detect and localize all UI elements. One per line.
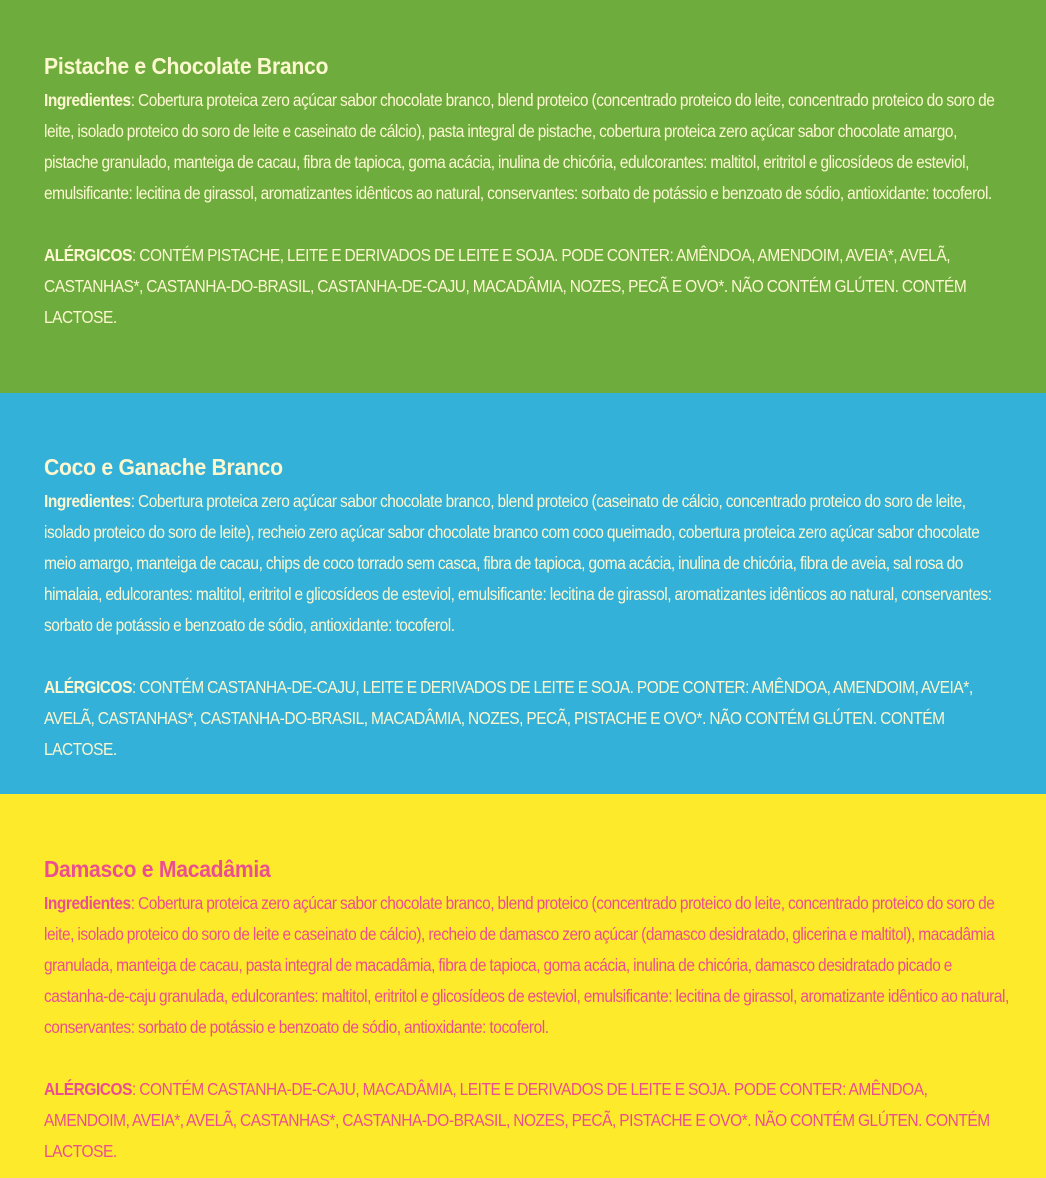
- allergens-label: ALÉRGICOS: [44, 1079, 133, 1099]
- allergens-text: : CONTÉM PISTACHE, LEITE E DERIVADOS DE LEITE E SOJA. PODE CONTER: AMÊNDOA, AMENDOIM, AVEIA*, AVELÃ, CASTANHAS*, CASTANHA-DO-BRASIL, CASTANHA-DE-CAJU, MACADÂMIA, NOZES, PECÃ E OVO*. NÃO CONTÉM GLÚTEN. CONTÉM LACTOSE.: [44, 245, 967, 327]
- allergens-paragraph: [44, 240, 1014, 333]
- ingredients-paragraph: [44, 486, 1014, 641]
- ingredients-paragraph: [44, 888, 1014, 1043]
- allergens-paragraph: [44, 1074, 1014, 1167]
- ingredients-paragraph: [44, 85, 1014, 209]
- product-title: Coco e Ganache Branco: [44, 454, 283, 480]
- ingredients-text: : Cobertura proteica zero açúcar sabor chocolate branco, blend proteico (concentrado proteico do leite, concentrado proteico do soro de leite, isolado proteico do soro de leite e caseinato de cálcio), pasta integral de pistache, cobertura proteica zero açúcar sabor chocolate amargo, pistache granulado, manteiga de cacau, fibra de tapioca, goma acácia, inulina de chicória, edulcorantes: maltitol, eritritol e glicosídeos de esteviol, emulsificante: lecitina de girassol, aromatizantes idênticos ao natural, conservantes: sorbato de potássio e benzoato de sódio, antioxidante: tocoferol.: [44, 90, 995, 203]
- ingredients-label: Ingredientes: [44, 90, 131, 110]
- allergens-label: ALÉRGICOS: [44, 245, 133, 265]
- ingredients-text: : Cobertura proteica zero açúcar sabor chocolate branco, blend proteico (caseinato de cálcio, concentrado proteico do soro de leite, isolado proteico do soro de leite), recheio zero açúcar sabor chocolate branco com coco queimado, cobertura proteica zero açúcar sabor chocolate meio amargo, manteiga de cacau, chips de coco torrado sem casca, fibra de tapioca, goma acácia, inulina de chicória, fibra de aveia, sal rosa do himalaia, edulcorantes: maltitol, eritritol e glicosídeos de esteviol, emulsificante: lecitina de girassol, aromatizantes idênticos ao natural, conservantes: sorbato de potássio e benzoato de sódio, antioxidante: tocoferol.: [44, 491, 992, 635]
- allergens-label: ALÉRGICOS: [44, 677, 133, 697]
- ingredients-label: Ingredientes: [44, 491, 131, 511]
- product-section-coco: [0, 393, 1046, 794]
- allergens-text: : CONTÉM CASTANHA-DE-CAJU, LEITE E DERIVADOS DE LEITE E SOJA. PODE CONTER: AMÊNDOA, AMENDOIM, AVEIA*, AVELÃ, CASTANHAS*, CASTANHA-DO-BRASIL, MACADÂMIA, NOZES, PECÃ, PISTACHE E OVO*. NÃO CONTÉM GLÚTEN. CONTÉM LACTOSE.: [44, 677, 973, 759]
- product-section-damasco: [0, 794, 1046, 1178]
- product-section-pistache: [0, 0, 1046, 393]
- product-title: Damasco e Macadâmia: [44, 856, 271, 882]
- allergens-text: : CONTÉM CASTANHA-DE-CAJU, MACADÂMIA, LEITE E DERIVADOS DE LEITE E SOJA. PODE CONTER: AMÊNDOA, AMENDOIM, AVEIA*, AVELÃ, CASTANHAS*, CASTANHA-DO-BRASIL, NOZES, PECÃ, PISTACHE E OVO*. NÃO CONTÉM GLÚTEN. CONTÉM LACTOSE.: [44, 1079, 990, 1161]
- product-title: Pistache e Chocolate Branco: [44, 53, 329, 79]
- ingredients-label: Ingredientes: [44, 893, 131, 913]
- allergens-paragraph: [44, 672, 1014, 765]
- ingredients-text: : Cobertura proteica zero açúcar sabor chocolate branco, blend proteico (concentrado proteico do leite, concentrado proteico do soro de leite, isolado proteico do soro de leite e caseinato de cálcio), recheio de damasco zero açúcar (damasco desidratado, glicerina e maltitol), macadâmia granulada, manteiga de cacau, pasta integral de macadâmia, fibra de tapioca, goma acácia, inulina de chicória, damasco desidratado picado e castanha-de-caju granulada, edulcorantes: maltitol, eritritol e glicosídeos de esteviol, emulsificante: lecitina de girassol, aromatizante idêntico ao natural, conservantes: sorbato de potássio e benzoato de sódio, antioxidante: tocoferol.: [44, 893, 1009, 1037]
